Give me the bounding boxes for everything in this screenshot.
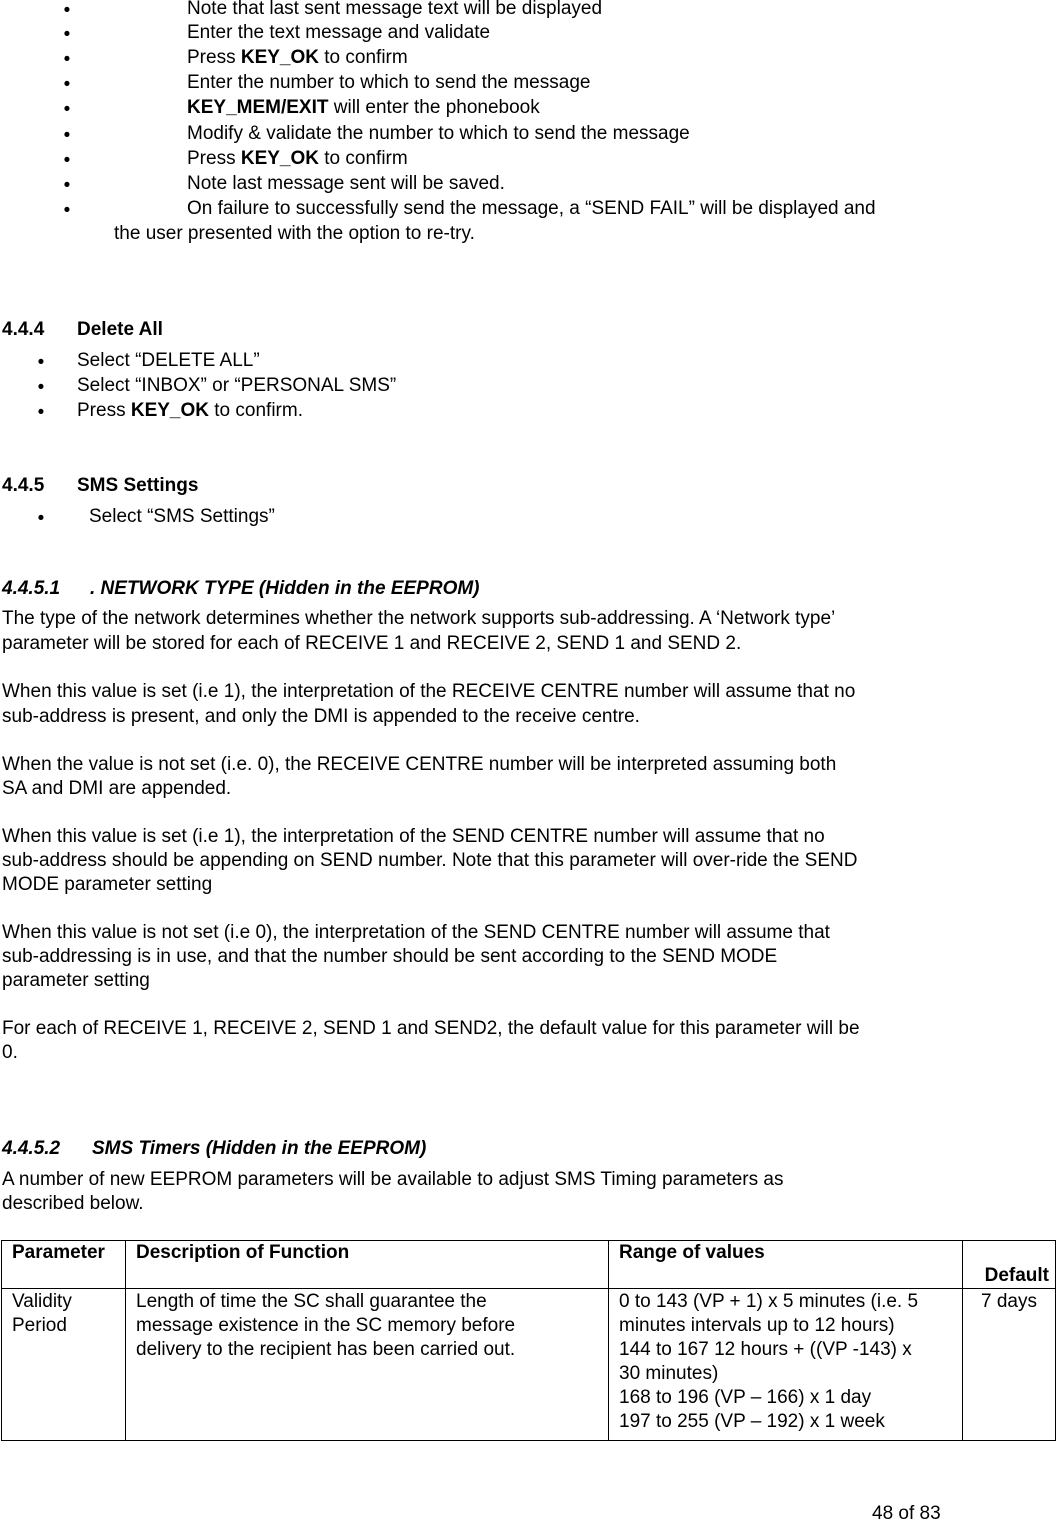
table-cell-description: Length of time the SC shall guarantee the message existence in the SC memory before delivery to the recipient has been carried out. — [126, 1289, 609, 1441]
list-item: Select “INBOX” or “PERSONAL SMS” — [77, 375, 397, 396]
section-title: SMS Settings — [77, 475, 199, 496]
column-header: Range of values — [609, 1241, 963, 1289]
list-item: Press KEY_OK to confirm. — [77, 400, 303, 421]
section-title: Delete All — [77, 319, 163, 340]
section-title: . NETWORK TYPE (Hidden in the EEPROM) — [90, 578, 480, 599]
table-header-row — [2, 1241, 1056, 1289]
table-cell-default: 7 days — [963, 1289, 1056, 1441]
bullet-icon: • — [63, 74, 71, 95]
sms-timer-table — [1, 1240, 1056, 1441]
section-number: 4.4.5.2 — [2, 1138, 61, 1159]
bullet-icon: • — [63, 0, 71, 21]
table-row — [2, 1289, 1056, 1441]
column-header: Description of Function — [126, 1241, 609, 1289]
bullet-icon: • — [37, 352, 45, 373]
list-item: Select “DELETE ALL” — [77, 350, 260, 371]
page-number: 48 of 83 — [872, 1503, 941, 1524]
list-item: Select “SMS Settings” — [89, 506, 275, 527]
section-number: 4.4.4 — [2, 319, 45, 340]
table-cell-range: 0 to 143 (VP + 1) x 5 minutes (i.e. 5 minutes intervals up to 12 hours) 144 to 167 12 hours + ((VP -143) x 30 minutes) 168 to 196 (VP – 166) x 1 day 197 to 255 (VP – 192) x 1 week — [609, 1289, 963, 1441]
bullet-icon: • — [63, 49, 71, 70]
bullet-icon: • — [63, 99, 71, 120]
list-continuation: the user presented with the option to re-try. — [114, 223, 475, 244]
section-number: 4.4.5.1 — [2, 578, 61, 599]
bullet-icon: • — [37, 508, 45, 529]
table-cell-parameter: Validity Period — [2, 1289, 126, 1441]
bullet-icon: • — [63, 150, 71, 171]
bullet-icon: • — [63, 200, 71, 221]
bullet-icon: • — [37, 377, 45, 398]
section-title: SMS Timers (Hidden in the EEPROM) — [92, 1138, 427, 1159]
column-header: Parameter — [2, 1241, 126, 1289]
bullet-icon: • — [63, 24, 71, 45]
bullet-icon: • — [63, 175, 71, 196]
bullet-icon: • — [63, 125, 71, 146]
bullet-icon: • — [37, 402, 45, 423]
column-header: Default — [963, 1241, 1056, 1289]
section-number: 4.4.5 — [2, 475, 45, 496]
